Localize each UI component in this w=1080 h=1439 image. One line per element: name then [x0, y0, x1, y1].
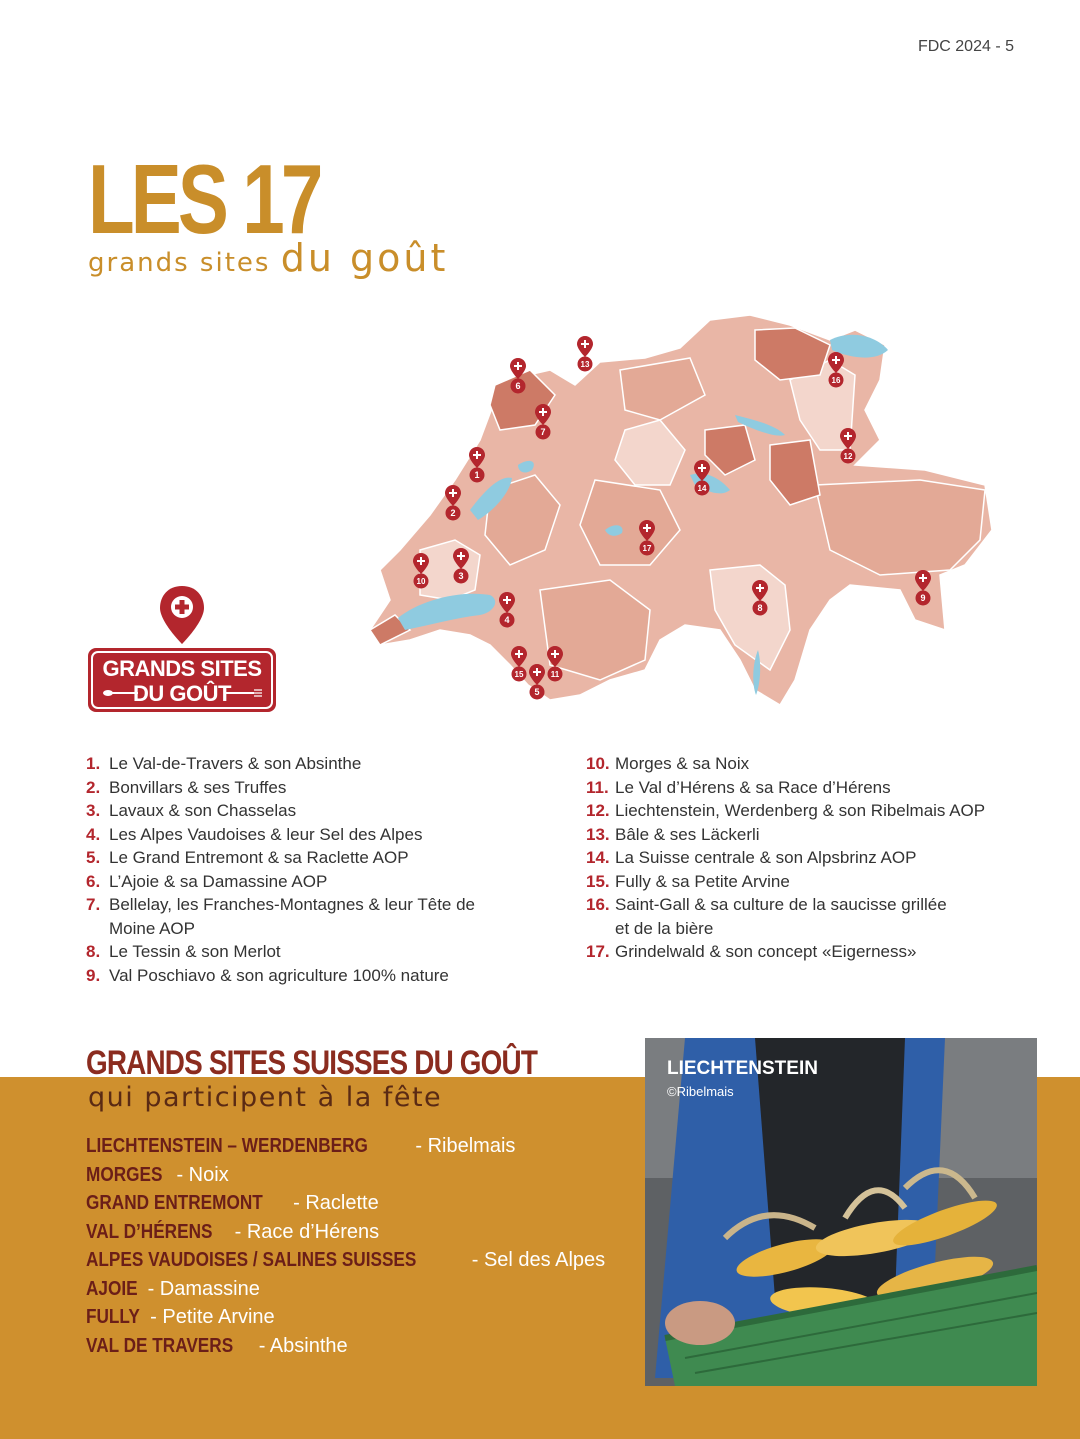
map-marker-label: 1 — [474, 470, 480, 480]
site-label: Le Val-de-Travers & son Absinthe — [109, 754, 362, 773]
site-label: Le Tessin & son Merlot — [109, 942, 281, 961]
site-label: Morges & sa Noix — [615, 754, 750, 773]
map-marker-label: 3 — [458, 571, 464, 581]
site-label: Moine AOP — [109, 918, 195, 938]
site-number: 2. — [86, 777, 101, 797]
site-number: 11. — [586, 777, 609, 797]
participant-product: - Race d’Hérens — [229, 1220, 380, 1243]
subtitle-big: du goût — [280, 236, 449, 280]
site-label: Lavaux & son Chasselas — [109, 801, 297, 820]
participant-name: MORGES — [86, 1163, 163, 1186]
map-marker-label: 5 — [534, 687, 540, 697]
site-label: L’Ajoie & sa Damassine AOP — [109, 871, 328, 891]
site-list-item — [86, 870, 506, 894]
site-list-item — [86, 846, 506, 870]
participant-product: - Noix — [170, 1163, 229, 1186]
site-number: 17. — [586, 942, 610, 961]
site-number — [586, 917, 612, 941]
site-list-item — [586, 846, 1026, 870]
sites-list-col1 — [86, 752, 506, 987]
site-number: 16. — [586, 895, 610, 914]
participant-name: VAL DE TRAVERS — [86, 1334, 234, 1357]
map-marker-label: 7 — [540, 427, 546, 437]
map-canton — [710, 565, 790, 670]
site-number: 7. — [86, 895, 101, 914]
participant-name: AJOIE — [86, 1277, 138, 1300]
site-number: 3. — [86, 801, 101, 820]
site-label: Bellelay, les Franches-Montagnes & leur Tête de — [109, 895, 476, 914]
site-list-item — [586, 752, 1026, 776]
participant-row — [86, 1189, 605, 1218]
site-label: Le Grand Entremont & sa Raclette AOP — [109, 848, 409, 867]
participant-row — [86, 1132, 605, 1161]
map-marker-label: 15 — [514, 670, 524, 679]
site-list-item — [586, 917, 1026, 941]
site-number: 9. — [86, 965, 101, 985]
site-list-item — [586, 870, 1026, 894]
badge-graphic — [86, 586, 278, 714]
map-marker-label: 14 — [697, 484, 707, 493]
map-marker-label: 17 — [642, 544, 652, 553]
site-label: et de la bière — [615, 918, 714, 938]
participant-product: - Absinthe — [253, 1334, 348, 1357]
site-number: 1. — [86, 754, 101, 773]
map-marker-label: 12 — [843, 452, 853, 461]
badge-line1: GRANDS SITES — [102, 656, 262, 681]
badge-line2: DU GOÛT — [133, 681, 231, 706]
grands-sites-badge — [86, 586, 278, 714]
page-number: FDC 2024 - 5 — [917, 38, 1014, 55]
participant-name: LIECHTENSTEIN – WERDENBERG — [86, 1135, 368, 1157]
site-number: 15. — [586, 871, 610, 891]
map-marker-label: 9 — [920, 593, 926, 603]
liechtenstein-photo — [645, 1038, 1037, 1386]
participant-product: - Raclette — [287, 1192, 379, 1214]
site-number: 6. — [86, 871, 101, 891]
site-list-item — [586, 823, 1026, 847]
site-label: Bâle & ses Läckerli — [615, 824, 760, 844]
site-list-item — [86, 893, 506, 917]
site-list-item — [86, 964, 506, 988]
site-list-item — [86, 752, 506, 776]
participants-subtitle: qui participent à la fête — [88, 1082, 443, 1113]
participant-row — [86, 1246, 605, 1275]
participant-name: VAL D’HÉRENS — [86, 1220, 213, 1243]
map-marker-label: 16 — [831, 376, 841, 385]
subtitle-small: grands sites — [88, 248, 271, 278]
site-number — [86, 917, 106, 941]
site-label: Bonvillars & ses Truffes — [109, 777, 287, 797]
map-marker-label: 8 — [757, 603, 763, 613]
site-label: Fully & sa Petite Arvine — [615, 871, 790, 891]
site-number: 12. — [586, 801, 610, 820]
participant-product: - Sel des Alpes — [466, 1249, 606, 1271]
site-label: Val Poschiavo & son agriculture 100% nature — [109, 965, 449, 985]
site-list-item — [86, 776, 506, 800]
participant-name: ALPES VAUDOISES / SALINES SUISSES — [86, 1249, 417, 1271]
site-number: 8. — [86, 942, 101, 961]
site-list-item — [86, 823, 506, 847]
map-marker-label: 10 — [416, 577, 426, 586]
participant-product: - Damassine — [142, 1277, 260, 1300]
site-list-item — [86, 940, 506, 964]
map-marker-label: 4 — [504, 615, 510, 625]
map-canton — [420, 540, 480, 600]
map-marker-label: 11 — [550, 670, 560, 679]
page-title: LES 17 — [88, 144, 320, 254]
map-marker-13 — [577, 336, 593, 372]
participant-name: GRAND ENTREMONT — [86, 1192, 263, 1214]
hand — [665, 1301, 735, 1345]
site-label: Liechtenstein, Werdenberg & son Ribelmais AOP — [615, 801, 986, 820]
site-number: 5. — [86, 848, 101, 867]
photo-credit: ©Ribelmais — [667, 1084, 734, 1099]
site-number: 14. — [586, 848, 610, 867]
participant-product: - Petite Arvine — [144, 1306, 275, 1328]
switzerland-map — [360, 300, 1000, 720]
participant-row — [86, 1218, 605, 1247]
site-list-item — [586, 799, 1026, 823]
site-number: 4. — [86, 824, 101, 844]
map-marker-label: 13 — [580, 360, 590, 369]
photo-caption: LIECHTENSTEIN — [667, 1058, 818, 1079]
site-label: Le Val d’Hérens & sa Race d’Hérens — [615, 777, 891, 797]
map-marker-label: 2 — [450, 508, 456, 518]
participant-row — [86, 1332, 605, 1361]
participant-row — [86, 1303, 605, 1332]
participant-row — [86, 1275, 605, 1304]
site-label: La Suisse centrale & son Alpsbrinz AOP — [615, 848, 917, 867]
site-label: Grindelwald & son concept «Eigerness» — [615, 942, 917, 961]
page-subtitle — [88, 236, 448, 280]
map-marker-label: 6 — [515, 381, 521, 391]
site-list-item — [586, 893, 1026, 917]
site-label: Saint-Gall & sa culture de la saucisse grillée — [615, 895, 947, 914]
participants-title: GRANDS SITES SUISSES DU GOÛT — [86, 1044, 538, 1082]
site-list-item — [86, 917, 506, 941]
participant-name: FULLY — [86, 1306, 140, 1328]
site-list-item — [586, 940, 1026, 964]
participants-list — [86, 1132, 605, 1360]
site-number: 10. — [586, 754, 610, 773]
site-label: Les Alpes Vaudoises & leur Sel des Alpes — [109, 824, 423, 844]
participant-row — [86, 1161, 605, 1190]
site-number: 13. — [586, 824, 610, 844]
participant-product: - Ribelmais — [409, 1135, 516, 1157]
site-list-item — [586, 776, 1026, 800]
sites-list-col2 — [586, 752, 1026, 964]
site-list-item — [86, 799, 506, 823]
